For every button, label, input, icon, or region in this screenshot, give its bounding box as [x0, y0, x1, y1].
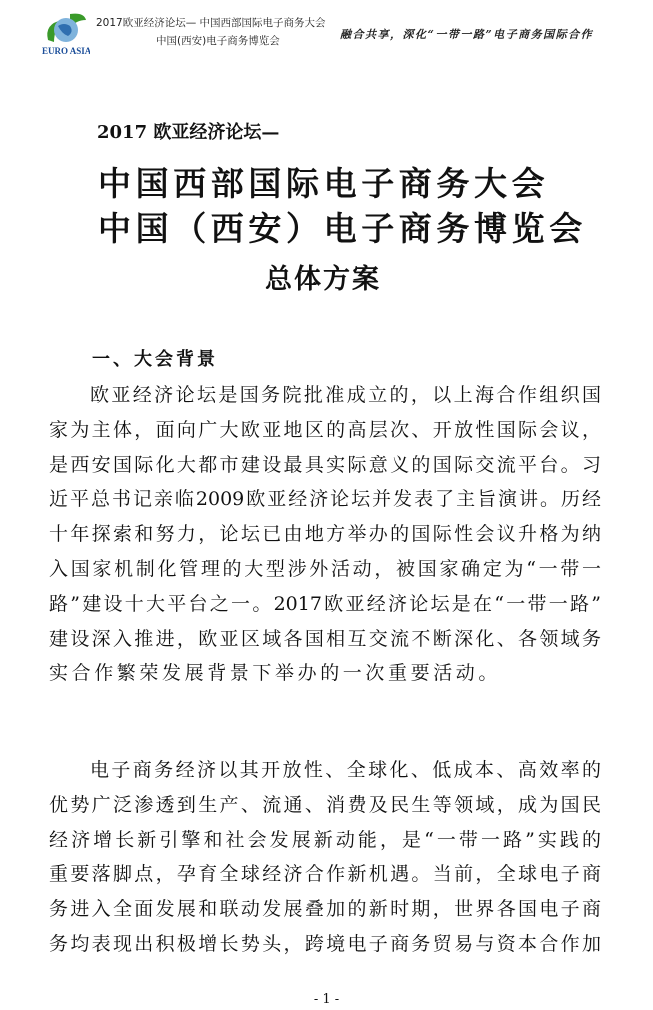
- header-expo-title: 中国(西安)电子商务博览会: [156, 35, 280, 47]
- paragraph-line: 是西安国际化大都市建设最具实际意义的国际交流平台。习: [49, 453, 601, 476]
- section-heading: 一、大会背景: [92, 349, 218, 370]
- document-subtitle: 2017 欧亚经济论坛—: [97, 122, 280, 143]
- document-title-line3: 总体方案: [265, 264, 381, 295]
- page-number: - 1 -: [313, 992, 340, 1007]
- paragraph-line: 优势广泛渗透到生产、流通、消费及民生等领域，成为国民: [49, 793, 601, 816]
- paragraph-line: 入国家机制化管理的大型涉外活动，被国家确定为“一带一: [49, 558, 601, 580]
- paragraph-line: 家为主体，面向广大欧亚地区的高层次、开放性国际会议，: [49, 418, 601, 441]
- paragraph-line: 务均表现出积极增长势头，跨境电子商务贸易与资本合作加: [49, 933, 601, 955]
- document-title-line1: 中国西部国际电子商务大会: [98, 164, 550, 203]
- paragraph-line: 实合作繁荣发展背景下举办的一次重要活动。: [49, 662, 502, 685]
- paragraph-line: 电子商务经济以其开放性、全球化、低成本、高效率的: [90, 759, 601, 781]
- paragraph-line: 欧亚经济论坛是国务院批准成立的，以上海合作组织国: [90, 384, 601, 406]
- paragraph-line: 十年探索和努力，论坛已由地方举办的国际性会议升格为纳: [49, 523, 601, 546]
- paragraph-line: 建设深入推进，欧亚区域各国相互交流不断深化、各领域务: [49, 627, 601, 650]
- header-slogan: 融合共享，深化“一带一路”电子商务国际合作: [340, 28, 594, 41]
- document-title-line2: 中国（西安）电子商务博览会: [98, 209, 587, 248]
- paragraph-line: 经济增长新引擎和社会发展新动能，是“一带一路”实践的: [49, 828, 601, 851]
- page-header: [0, 0, 653, 60]
- euro-asia-logo: [40, 10, 90, 56]
- paragraph-line: 路”建设十大平台之一。2017欧亚经济论坛是在“一带一路”: [49, 592, 601, 615]
- paragraph-line: 近平总书记亲临2009欧亚经济论坛并发表了主旨演讲。历经: [49, 488, 601, 511]
- paragraph-line: 务进入全面发展和联动发展叠加的新时期，世界各国电子商: [49, 898, 601, 921]
- header-forum-title: 2017欧亚经济论坛— 中国西部国际电子商务大会: [96, 17, 326, 29]
- svg-text:EURO ASIA: EURO ASIA: [42, 46, 90, 56]
- paragraph-line: 重要落脚点，孕育全球经济合作新机遇。当前，全球电子商: [49, 863, 601, 886]
